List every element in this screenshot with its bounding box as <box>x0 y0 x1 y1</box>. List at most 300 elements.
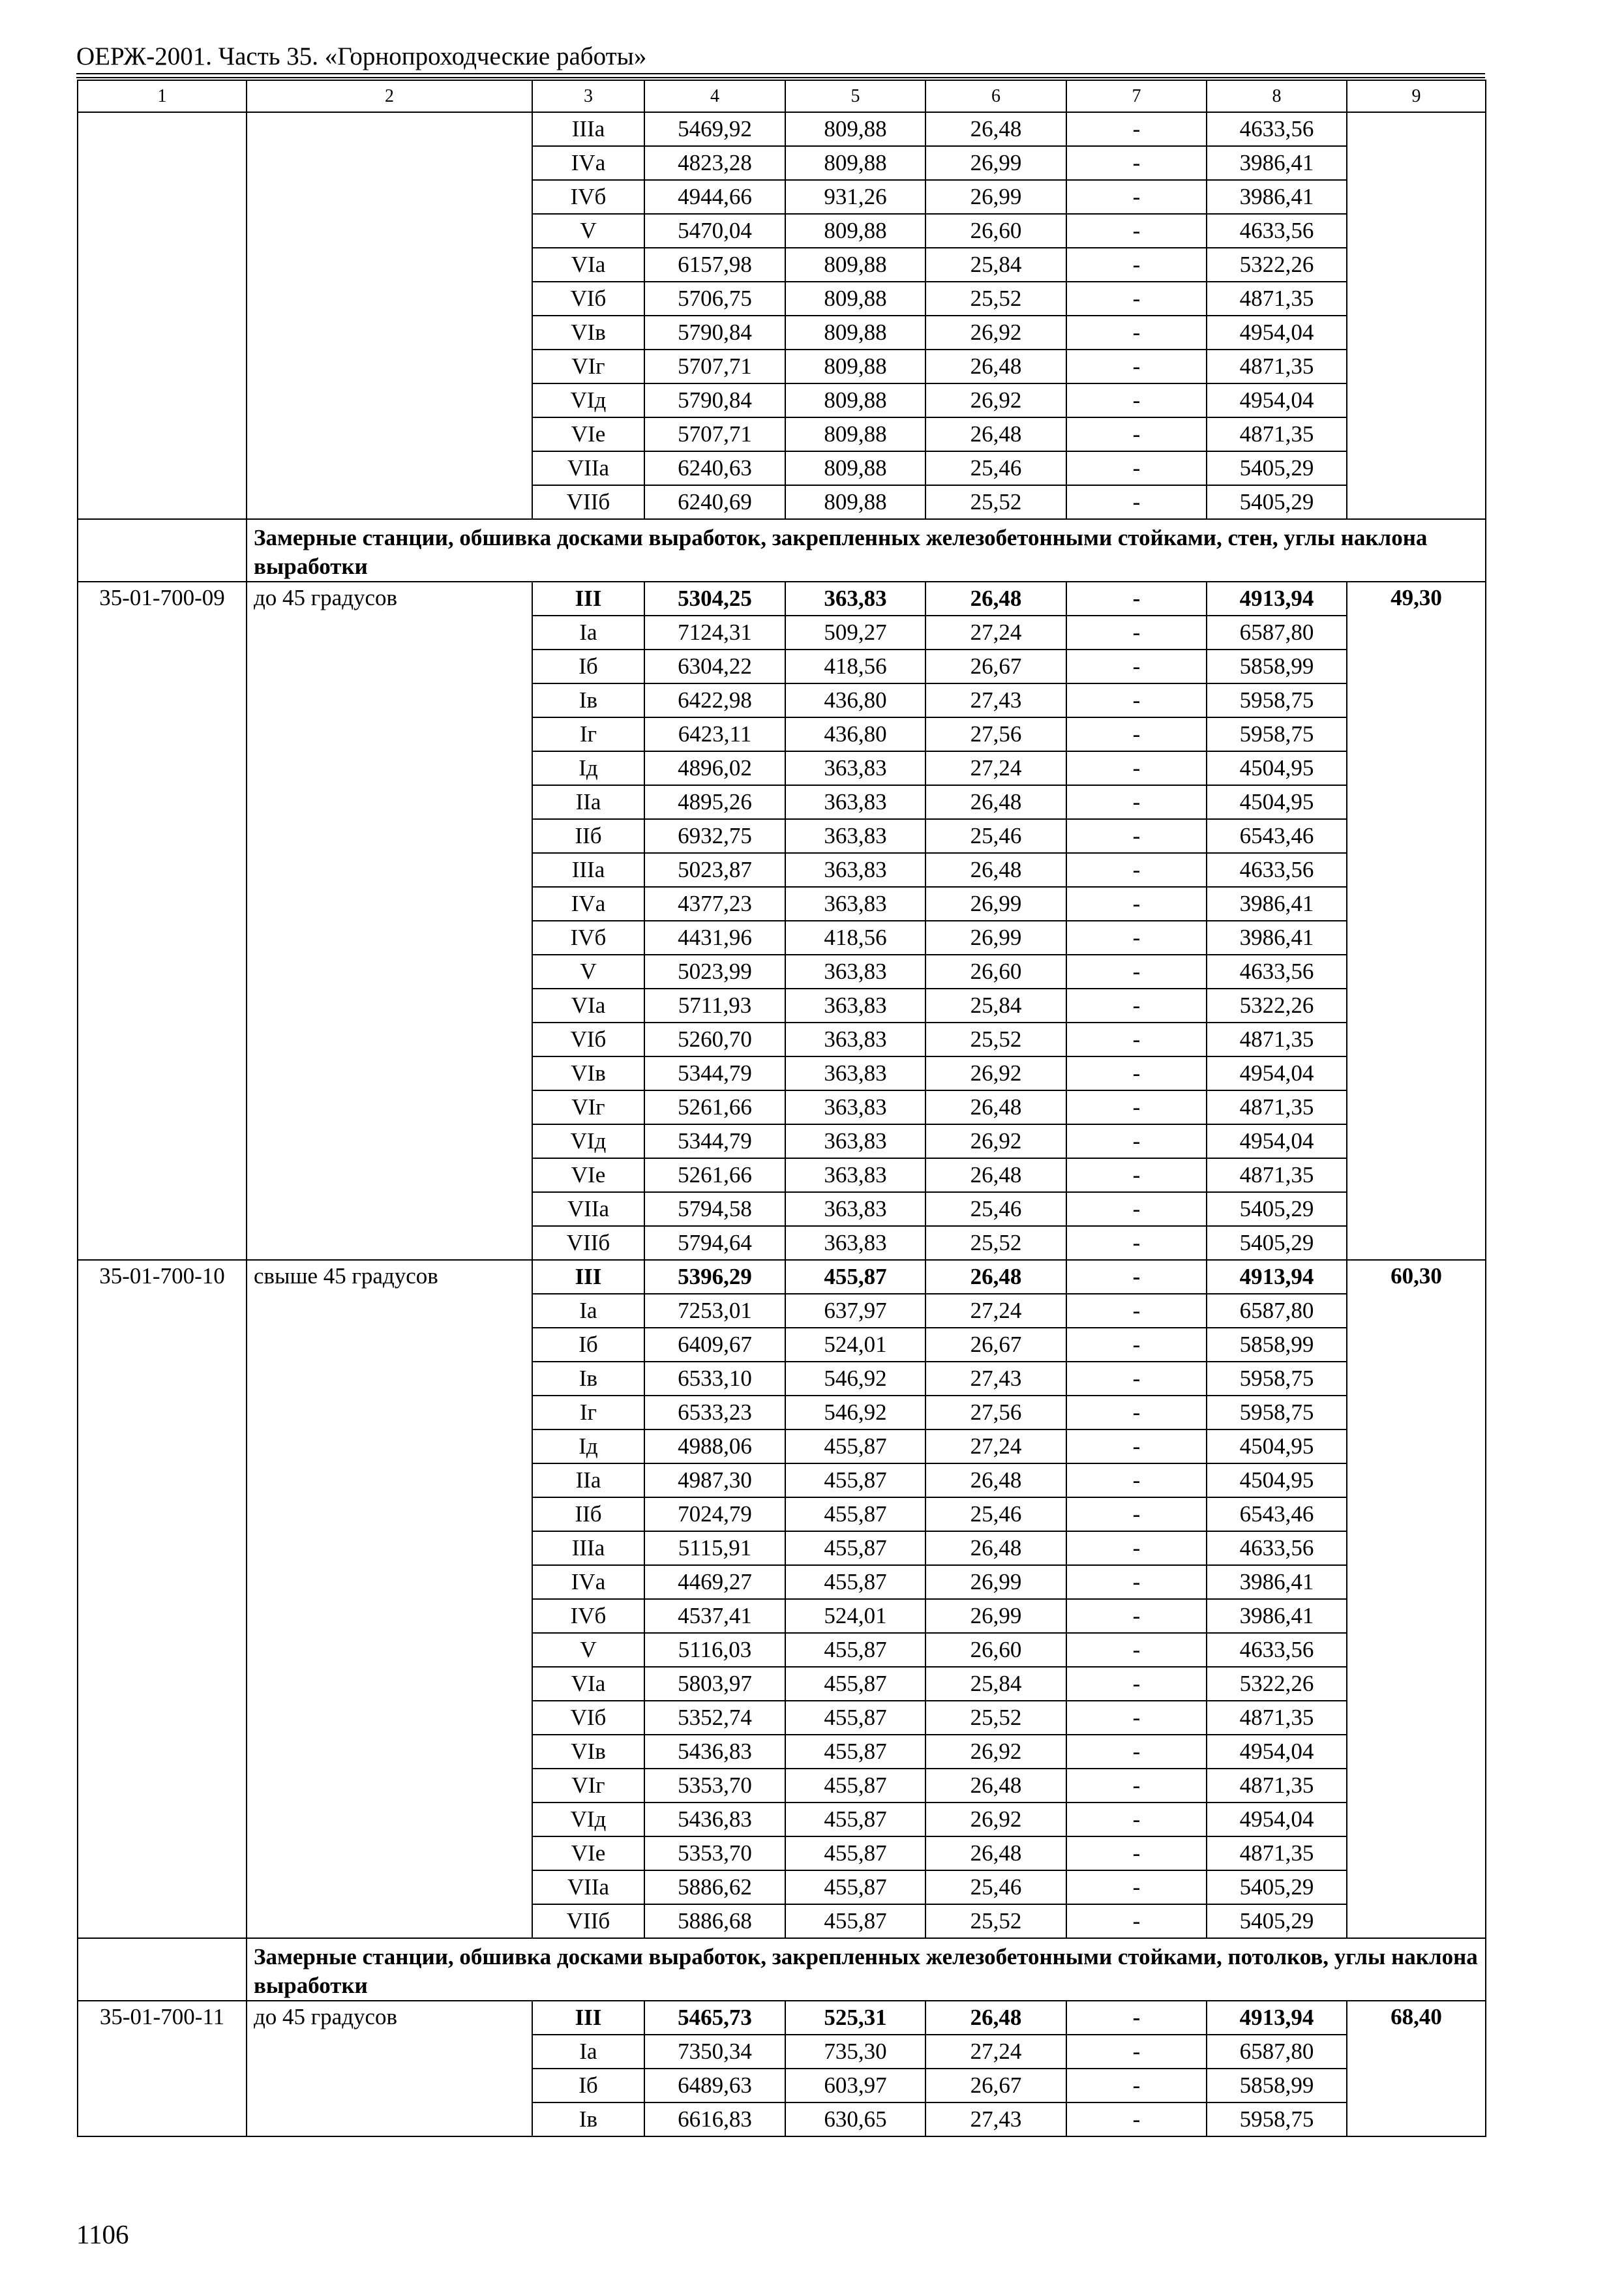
column-9-cell: 68,40 <box>1347 2001 1486 2136</box>
materials-cost-cell: 6543,46 <box>1207 1497 1347 1531</box>
labor-cost-cell: 735,30 <box>785 2035 925 2069</box>
machine-cost-cell: 26,99 <box>925 180 1066 214</box>
driver-wage-cell: - <box>1066 1904 1207 1938</box>
direct-cost-cell: 5344,79 <box>644 1056 785 1090</box>
labor-cost-cell: 546,92 <box>785 1396 925 1429</box>
machine-cost-cell: 27,24 <box>925 1294 1066 1328</box>
wage-zone-cell: Iа <box>532 616 644 650</box>
column-number: 3 <box>532 80 644 112</box>
direct-cost-cell: 6409,67 <box>644 1328 785 1362</box>
wage-zone-cell: Iв <box>532 2102 644 2136</box>
labor-cost-cell: 809,88 <box>785 248 925 282</box>
labor-cost-cell: 455,87 <box>785 1735 925 1769</box>
materials-cost-cell: 5405,29 <box>1207 1192 1347 1226</box>
direct-cost-cell: 5706,75 <box>644 282 785 316</box>
machine-cost-cell: 26,99 <box>925 1565 1066 1599</box>
section-title: Замерные станции, обшивка досками выработок, закрепленных железобетонными стойками, стен, углы наклона выработки <box>247 519 1486 582</box>
direct-cost-cell: 7253,01 <box>644 1294 785 1328</box>
column-number-row <box>78 80 1486 112</box>
materials-cost-cell: 4504,95 <box>1207 785 1347 819</box>
section-spacer-cell <box>78 1938 247 2001</box>
direct-cost-cell: 4895,26 <box>644 785 785 819</box>
materials-cost-cell: 4871,35 <box>1207 282 1347 316</box>
header-rule-top <box>76 73 1485 74</box>
materials-cost-cell: 4954,04 <box>1207 1803 1347 1836</box>
driver-wage-cell: - <box>1066 1429 1207 1463</box>
materials-cost-cell: 6587,80 <box>1207 616 1347 650</box>
name-cell: до 45 градусов <box>247 2001 532 2136</box>
labor-cost-cell: 455,87 <box>785 1836 925 1870</box>
direct-cost-cell: 5886,62 <box>644 1870 785 1904</box>
direct-cost-cell: 5707,71 <box>644 417 785 451</box>
wage-zone-cell: IVб <box>532 1599 644 1633</box>
labor-cost-cell: 603,97 <box>785 2069 925 2102</box>
machine-cost-cell: 26,48 <box>925 1090 1066 1124</box>
driver-wage-cell: - <box>1066 1497 1207 1531</box>
direct-cost-cell: 6240,69 <box>644 485 785 519</box>
labor-cost-cell: 524,01 <box>785 1328 925 1362</box>
column-number: 9 <box>1347 80 1486 112</box>
driver-wage-cell: - <box>1066 683 1207 717</box>
materials-cost-cell: 4913,94 <box>1207 1260 1347 1294</box>
labor-cost-cell: 363,83 <box>785 819 925 853</box>
column-number: 8 <box>1207 80 1347 112</box>
materials-cost-cell: 4633,56 <box>1207 853 1347 887</box>
direct-cost-cell: 6533,23 <box>644 1396 785 1429</box>
driver-wage-cell: - <box>1066 887 1207 921</box>
materials-cost-cell: 5958,75 <box>1207 1396 1347 1429</box>
materials-cost-cell: 4871,35 <box>1207 1769 1347 1803</box>
table-body <box>78 80 1486 2136</box>
wage-zone-cell: VIе <box>532 417 644 451</box>
wage-zone-cell: Iв <box>532 1362 644 1396</box>
direct-cost-cell: 5436,83 <box>644 1735 785 1769</box>
wage-zone-cell: VIе <box>532 1836 644 1870</box>
materials-cost-cell: 5405,29 <box>1207 1870 1347 1904</box>
labor-cost-cell: 363,83 <box>785 1192 925 1226</box>
machine-cost-cell: 26,60 <box>925 1633 1066 1667</box>
labor-cost-cell: 455,87 <box>785 1531 925 1565</box>
labor-cost-cell: 630,65 <box>785 2102 925 2136</box>
materials-cost-cell: 5958,75 <box>1207 2102 1347 2136</box>
direct-cost-cell: 5352,74 <box>644 1701 785 1735</box>
materials-cost-cell: 5322,26 <box>1207 989 1347 1023</box>
wage-zone-cell: VIб <box>532 282 644 316</box>
machine-cost-cell: 25,46 <box>925 1497 1066 1531</box>
labor-cost-cell: 524,01 <box>785 1599 925 1633</box>
labor-cost-cell: 363,83 <box>785 1124 925 1158</box>
driver-wage-cell: - <box>1066 417 1207 451</box>
table-row <box>78 112 1486 146</box>
price-table <box>77 80 1486 2137</box>
name-cell <box>247 112 532 519</box>
materials-cost-cell: 3986,41 <box>1207 146 1347 180</box>
materials-cost-cell: 5958,75 <box>1207 717 1347 751</box>
direct-cost-cell: 5469,92 <box>644 112 785 146</box>
column-9-cell: 49,30 <box>1347 582 1486 1260</box>
section-header-row <box>78 1938 1486 2001</box>
machine-cost-cell: 27,43 <box>925 1362 1066 1396</box>
direct-cost-cell: 5023,87 <box>644 853 785 887</box>
driver-wage-cell: - <box>1066 1056 1207 1090</box>
section-title: Замерные станции, обшивка досками выработок, закрепленных железобетонными стойками, потолков, углы наклона выработки <box>247 1938 1486 2001</box>
driver-wage-cell: - <box>1066 214 1207 248</box>
wage-zone-cell: VIа <box>532 1667 644 1701</box>
machine-cost-cell: 26,48 <box>925 1260 1066 1294</box>
machine-cost-cell: 25,52 <box>925 1023 1066 1056</box>
labor-cost-cell: 455,87 <box>785 1870 925 1904</box>
labor-cost-cell: 809,88 <box>785 485 925 519</box>
driver-wage-cell: - <box>1066 1192 1207 1226</box>
machine-cost-cell: 26,99 <box>925 887 1066 921</box>
wage-zone-cell: IIIа <box>532 1531 644 1565</box>
machine-cost-cell: 25,52 <box>925 1226 1066 1260</box>
materials-cost-cell: 5858,99 <box>1207 1328 1347 1362</box>
machine-cost-cell: 26,92 <box>925 316 1066 350</box>
wage-zone-cell: V <box>532 1633 644 1667</box>
driver-wage-cell: - <box>1066 1803 1207 1836</box>
column-number: 4 <box>644 80 785 112</box>
table-row <box>78 2001 1486 2035</box>
wage-zone-cell: Iв <box>532 683 644 717</box>
driver-wage-cell: - <box>1066 1023 1207 1056</box>
driver-wage-cell: - <box>1066 350 1207 383</box>
materials-cost-cell: 5858,99 <box>1207 2069 1347 2102</box>
wage-zone-cell: VIIа <box>532 451 644 485</box>
direct-cost-cell: 4469,27 <box>644 1565 785 1599</box>
labor-cost-cell: 809,88 <box>785 146 925 180</box>
machine-cost-cell: 26,60 <box>925 955 1066 989</box>
column-number: 2 <box>247 80 532 112</box>
materials-cost-cell: 4954,04 <box>1207 316 1347 350</box>
wage-zone-cell: Iд <box>532 751 644 785</box>
wage-zone-cell: IVа <box>532 887 644 921</box>
labor-cost-cell: 363,83 <box>785 989 925 1023</box>
driver-wage-cell: - <box>1066 146 1207 180</box>
driver-wage-cell: - <box>1066 112 1207 146</box>
wage-zone-cell: IIб <box>532 1497 644 1531</box>
wage-zone-cell: IIIа <box>532 853 644 887</box>
materials-cost-cell: 5405,29 <box>1207 1226 1347 1260</box>
wage-zone-cell: IIIа <box>532 112 644 146</box>
driver-wage-cell: - <box>1066 1836 1207 1870</box>
labor-cost-cell: 436,80 <box>785 683 925 717</box>
direct-cost-cell: 5115,91 <box>644 1531 785 1565</box>
wage-zone-cell: VIд <box>532 383 644 417</box>
table-row <box>78 1260 1486 1294</box>
machine-cost-cell: 26,48 <box>925 112 1066 146</box>
section-header-row <box>78 519 1486 582</box>
labor-cost-cell: 363,83 <box>785 582 925 616</box>
materials-cost-cell: 5405,29 <box>1207 451 1347 485</box>
machine-cost-cell: 26,92 <box>925 1124 1066 1158</box>
driver-wage-cell: - <box>1066 717 1207 751</box>
machine-cost-cell: 27,24 <box>925 751 1066 785</box>
labor-cost-cell: 363,83 <box>785 1023 925 1056</box>
machine-cost-cell: 26,99 <box>925 921 1066 955</box>
code-cell: 35-01-700-11 <box>78 2001 247 2136</box>
machine-cost-cell: 26,48 <box>925 1769 1066 1803</box>
direct-cost-cell: 4823,28 <box>644 146 785 180</box>
direct-cost-cell: 5261,66 <box>644 1158 785 1192</box>
direct-cost-cell: 7350,34 <box>644 2035 785 2069</box>
direct-cost-cell: 5470,04 <box>644 214 785 248</box>
driver-wage-cell: - <box>1066 1565 1207 1599</box>
wage-zone-cell: Iд <box>532 1429 644 1463</box>
driver-wage-cell: - <box>1066 180 1207 214</box>
direct-cost-cell: 5260,70 <box>644 1023 785 1056</box>
machine-cost-cell: 27,24 <box>925 2035 1066 2069</box>
wage-zone-cell: IVа <box>532 146 644 180</box>
materials-cost-cell: 4504,95 <box>1207 751 1347 785</box>
labor-cost-cell: 363,83 <box>785 785 925 819</box>
labor-cost-cell: 637,97 <box>785 1294 925 1328</box>
labor-cost-cell: 363,83 <box>785 1090 925 1124</box>
direct-cost-cell: 5353,70 <box>644 1836 785 1870</box>
materials-cost-cell: 4504,95 <box>1207 1463 1347 1497</box>
machine-cost-cell: 27,43 <box>925 2102 1066 2136</box>
materials-cost-cell: 4954,04 <box>1207 1124 1347 1158</box>
labor-cost-cell: 809,88 <box>785 112 925 146</box>
wage-zone-cell: Iа <box>532 1294 644 1328</box>
machine-cost-cell: 26,48 <box>925 1531 1066 1565</box>
machine-cost-cell: 25,84 <box>925 248 1066 282</box>
column-9-cell <box>1347 112 1486 519</box>
direct-cost-cell: 6533,10 <box>644 1362 785 1396</box>
driver-wage-cell: - <box>1066 989 1207 1023</box>
code-cell: 35-01-700-10 <box>78 1260 247 1938</box>
materials-cost-cell: 3986,41 <box>1207 887 1347 921</box>
materials-cost-cell: 4871,35 <box>1207 1701 1347 1735</box>
wage-zone-cell: Iб <box>532 2069 644 2102</box>
wage-zone-cell: VIв <box>532 1056 644 1090</box>
labor-cost-cell: 455,87 <box>785 1633 925 1667</box>
labor-cost-cell: 455,87 <box>785 1429 925 1463</box>
direct-cost-cell: 5794,58 <box>644 1192 785 1226</box>
wage-zone-cell: VIIа <box>532 1192 644 1226</box>
direct-cost-cell: 5803,97 <box>644 1667 785 1701</box>
direct-cost-cell: 6240,63 <box>644 451 785 485</box>
direct-cost-cell: 4988,06 <box>644 1429 785 1463</box>
direct-cost-cell: 4896,02 <box>644 751 785 785</box>
labor-cost-cell: 809,88 <box>785 417 925 451</box>
column-number: 6 <box>925 80 1066 112</box>
labor-cost-cell: 363,83 <box>785 1056 925 1090</box>
driver-wage-cell: - <box>1066 383 1207 417</box>
machine-cost-cell: 26,99 <box>925 146 1066 180</box>
machine-cost-cell: 25,52 <box>925 282 1066 316</box>
code-cell <box>78 112 247 519</box>
labor-cost-cell: 455,87 <box>785 1701 925 1735</box>
driver-wage-cell: - <box>1066 1328 1207 1362</box>
labor-cost-cell: 418,56 <box>785 650 925 683</box>
direct-cost-cell: 5396,29 <box>644 1260 785 1294</box>
direct-cost-cell: 5707,71 <box>644 350 785 383</box>
machine-cost-cell: 26,48 <box>925 417 1066 451</box>
direct-cost-cell: 5886,68 <box>644 1904 785 1938</box>
wage-zone-cell: V <box>532 955 644 989</box>
wage-zone-cell: VIб <box>532 1023 644 1056</box>
machine-cost-cell: 26,48 <box>925 2001 1066 2035</box>
materials-cost-cell: 4633,56 <box>1207 1531 1347 1565</box>
materials-cost-cell: 5322,26 <box>1207 248 1347 282</box>
driver-wage-cell: - <box>1066 316 1207 350</box>
wage-zone-cell: VIа <box>532 248 644 282</box>
wage-zone-cell: IIа <box>532 1463 644 1497</box>
materials-cost-cell: 4633,56 <box>1207 955 1347 989</box>
driver-wage-cell: - <box>1066 2035 1207 2069</box>
materials-cost-cell: 4871,35 <box>1207 1158 1347 1192</box>
materials-cost-cell: 4913,94 <box>1207 582 1347 616</box>
direct-cost-cell: 6422,98 <box>644 683 785 717</box>
driver-wage-cell: - <box>1066 1633 1207 1667</box>
machine-cost-cell: 26,48 <box>925 1836 1066 1870</box>
wage-zone-cell: IIб <box>532 819 644 853</box>
labor-cost-cell: 809,88 <box>785 316 925 350</box>
wage-zone-cell: III <box>532 2001 644 2035</box>
column-number: 7 <box>1066 80 1207 112</box>
machine-cost-cell: 25,84 <box>925 989 1066 1023</box>
driver-wage-cell: - <box>1066 1362 1207 1396</box>
driver-wage-cell: - <box>1066 650 1207 683</box>
materials-cost-cell: 5405,29 <box>1207 485 1347 519</box>
code-cell: 35-01-700-09 <box>78 582 247 1260</box>
direct-cost-cell: 5711,93 <box>644 989 785 1023</box>
labor-cost-cell: 455,87 <box>785 1667 925 1701</box>
materials-cost-cell: 5858,99 <box>1207 650 1347 683</box>
labor-cost-cell: 418,56 <box>785 921 925 955</box>
labor-cost-cell: 525,31 <box>785 2001 925 2035</box>
materials-cost-cell: 4504,95 <box>1207 1429 1347 1463</box>
machine-cost-cell: 26,48 <box>925 350 1066 383</box>
table-row <box>78 582 1486 616</box>
materials-cost-cell: 3986,41 <box>1207 180 1347 214</box>
direct-cost-cell: 4431,96 <box>644 921 785 955</box>
wage-zone-cell: Iб <box>532 1328 644 1362</box>
wage-zone-cell: III <box>532 1260 644 1294</box>
name-cell: свыше 45 градусов <box>247 1260 532 1938</box>
direct-cost-cell: 5304,25 <box>644 582 785 616</box>
driver-wage-cell: - <box>1066 1667 1207 1701</box>
machine-cost-cell: 26,99 <box>925 1599 1066 1633</box>
direct-cost-cell: 5465,73 <box>644 2001 785 2035</box>
wage-zone-cell: VIд <box>532 1124 644 1158</box>
driver-wage-cell: - <box>1066 485 1207 519</box>
direct-cost-cell: 5344,79 <box>644 1124 785 1158</box>
driver-wage-cell: - <box>1066 1599 1207 1633</box>
materials-cost-cell: 4633,56 <box>1207 112 1347 146</box>
driver-wage-cell: - <box>1066 451 1207 485</box>
labor-cost-cell: 455,87 <box>785 1769 925 1803</box>
driver-wage-cell: - <box>1066 921 1207 955</box>
wage-zone-cell: VIа <box>532 989 644 1023</box>
wage-zone-cell: IVа <box>532 1565 644 1599</box>
labor-cost-cell: 809,88 <box>785 350 925 383</box>
wage-zone-cell: Iг <box>532 717 644 751</box>
materials-cost-cell: 4871,35 <box>1207 1090 1347 1124</box>
labor-cost-cell: 455,87 <box>785 1497 925 1531</box>
direct-cost-cell: 4944,66 <box>644 180 785 214</box>
wage-zone-cell: III <box>532 582 644 616</box>
materials-cost-cell: 6543,46 <box>1207 819 1347 853</box>
driver-wage-cell: - <box>1066 2102 1207 2136</box>
machine-cost-cell: 25,46 <box>925 1192 1066 1226</box>
materials-cost-cell: 6587,80 <box>1207 2035 1347 2069</box>
header-rule-bottom <box>76 77 1485 78</box>
direct-cost-cell: 5353,70 <box>644 1769 785 1803</box>
driver-wage-cell: - <box>1066 1396 1207 1429</box>
direct-cost-cell: 5790,84 <box>644 316 785 350</box>
driver-wage-cell: - <box>1066 616 1207 650</box>
labor-cost-cell: 809,88 <box>785 451 925 485</box>
labor-cost-cell: 809,88 <box>785 282 925 316</box>
machine-cost-cell: 26,92 <box>925 1803 1066 1836</box>
driver-wage-cell: - <box>1066 1158 1207 1192</box>
driver-wage-cell: - <box>1066 1260 1207 1294</box>
machine-cost-cell: 26,67 <box>925 650 1066 683</box>
direct-cost-cell: 4537,41 <box>644 1599 785 1633</box>
direct-cost-cell: 6304,22 <box>644 650 785 683</box>
materials-cost-cell: 4871,35 <box>1207 417 1347 451</box>
driver-wage-cell: - <box>1066 282 1207 316</box>
driver-wage-cell: - <box>1066 248 1207 282</box>
direct-cost-cell: 6157,98 <box>644 248 785 282</box>
direct-cost-cell: 6489,63 <box>644 2069 785 2102</box>
wage-zone-cell: V <box>532 214 644 248</box>
machine-cost-cell: 27,24 <box>925 1429 1066 1463</box>
labor-cost-cell: 509,27 <box>785 616 925 650</box>
wage-zone-cell: IIа <box>532 785 644 819</box>
machine-cost-cell: 25,46 <box>925 1870 1066 1904</box>
machine-cost-cell: 25,46 <box>925 451 1066 485</box>
labor-cost-cell: 455,87 <box>785 1904 925 1938</box>
labor-cost-cell: 455,87 <box>785 1803 925 1836</box>
machine-cost-cell: 25,84 <box>925 1667 1066 1701</box>
column-number: 1 <box>78 80 247 112</box>
labor-cost-cell: 363,83 <box>785 955 925 989</box>
materials-cost-cell: 5322,26 <box>1207 1667 1347 1701</box>
driver-wage-cell: - <box>1066 1769 1207 1803</box>
labor-cost-cell: 363,83 <box>785 751 925 785</box>
materials-cost-cell: 4633,56 <box>1207 1633 1347 1667</box>
machine-cost-cell: 27,56 <box>925 1396 1066 1429</box>
page-number: 1106 <box>76 2219 129 2249</box>
direct-cost-cell: 5261,66 <box>644 1090 785 1124</box>
driver-wage-cell: - <box>1066 1090 1207 1124</box>
materials-cost-cell: 4954,04 <box>1207 1735 1347 1769</box>
driver-wage-cell: - <box>1066 819 1207 853</box>
direct-cost-cell: 7024,79 <box>644 1497 785 1531</box>
machine-cost-cell: 27,43 <box>925 683 1066 717</box>
direct-cost-cell: 5116,03 <box>644 1633 785 1667</box>
driver-wage-cell: - <box>1066 1463 1207 1497</box>
labor-cost-cell: 809,88 <box>785 383 925 417</box>
direct-cost-cell: 4377,23 <box>644 887 785 921</box>
machine-cost-cell: 26,48 <box>925 1463 1066 1497</box>
driver-wage-cell: - <box>1066 751 1207 785</box>
wage-zone-cell: VIIа <box>532 1870 644 1904</box>
direct-cost-cell: 6932,75 <box>644 819 785 853</box>
machine-cost-cell: 27,56 <box>925 717 1066 751</box>
labor-cost-cell: 363,83 <box>785 853 925 887</box>
machine-cost-cell: 25,52 <box>925 485 1066 519</box>
machine-cost-cell: 26,92 <box>925 1056 1066 1090</box>
machine-cost-cell: 26,48 <box>925 853 1066 887</box>
materials-cost-cell: 3986,41 <box>1207 1565 1347 1599</box>
driver-wage-cell: - <box>1066 2001 1207 2035</box>
materials-cost-cell: 4871,35 <box>1207 1836 1347 1870</box>
column-number: 5 <box>785 80 925 112</box>
